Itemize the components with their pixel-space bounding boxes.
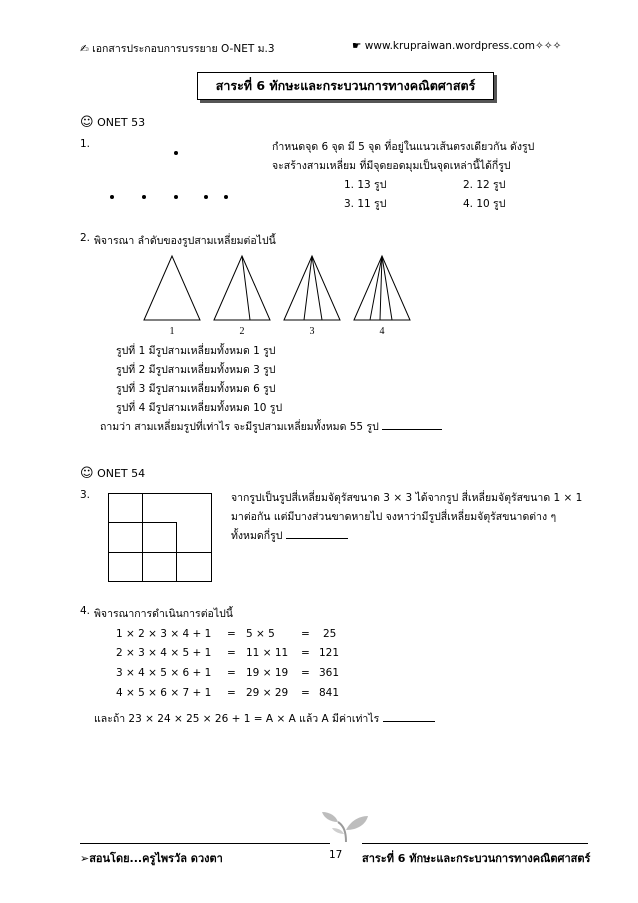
q1-choice-3: 3. 11 รูป — [344, 198, 387, 210]
q4-row-right: 841 — [319, 687, 340, 699]
q4-row-eq: = — [227, 647, 236, 659]
q2-question-text: ถามว่า สามเหลี่ยมรูปที่เท่าไร จะมีรูปสามเหลี่ยมทั้งหมด 55 รูป — [100, 421, 379, 433]
grid-cell-r3c3 — [176, 552, 212, 582]
answer-blank[interactable] — [382, 419, 442, 430]
q4-row-eq: = — [227, 687, 236, 699]
dot-4 — [204, 195, 208, 199]
q4-row-right: 25 — [323, 628, 337, 640]
q2-line-2: รูปที่ 2 มีรูปสามเหลี่ยมทั้งหมด 3 รูป — [116, 364, 276, 376]
q4-number: 4. — [80, 605, 91, 617]
q4-row-left: 2 × 3 × 4 × 5 + 1 — [116, 647, 212, 659]
footer-line-right — [362, 843, 588, 844]
q4-text: พิจารณาการดำเนินการต่อไปนี้ — [94, 608, 233, 620]
q4-final: และถ้า 23 × 24 × 25 × 26 + 1 = A × A แล้ว A มีค่าเท่าไร — [94, 713, 380, 725]
q4-row-eq2: = — [301, 628, 310, 640]
q4-row-eq2: = — [301, 687, 310, 699]
triangle-3 — [284, 256, 340, 320]
q1-text-line2: จะสร้างสามเหลี่ยม ที่มีจุดยอดมุมเป็นจุดเหล่านี้ได้กี่รูป — [272, 160, 511, 172]
header-right-text: www.krupraiwan.wordpress.com — [364, 40, 536, 52]
answer-blank[interactable] — [286, 528, 348, 539]
q1-choice-4: 4. 10 รูป — [463, 198, 506, 210]
q1-text-line1: กำหนดจุด 6 จุด มี 5 จุด ที่อยู่ในแนวเส้นตรงเดียวกัน ดังรูป — [272, 141, 535, 153]
q1-dots-figure — [100, 145, 230, 205]
triangle-label-2: 2 — [239, 326, 245, 336]
q4-final-row — [94, 710, 435, 727]
section1-heading-text: ONET 53 — [97, 116, 146, 129]
q1-choice-2: 2. 12 รูป — [463, 179, 506, 191]
dot-2 — [142, 195, 146, 199]
q4-row-2 — [0, 647, 638, 663]
smiley-icon: ☺ — [80, 115, 94, 130]
footer-left-text: สอนโดย...ครูไพรวัล ดวงตา — [89, 852, 223, 865]
q4-row-left: 3 × 4 × 5 × 6 + 1 — [116, 667, 212, 679]
page-title: สาระที่ 6 ทักษะและกระบวนการทางคณิตศาสตร์ — [197, 72, 494, 100]
q4-row-1 — [0, 628, 638, 644]
q2-number: 2. — [80, 232, 91, 244]
smiley-icon: ☺ — [80, 466, 94, 481]
footer-right-text: สาระที่ 6 ทักษะและกระบวนการทางคณิตศาสตร์ — [362, 852, 591, 865]
q4-row-mid: 5 × 5 — [246, 628, 275, 640]
q4-row-eq2: = — [301, 647, 310, 659]
q4-row-4 — [0, 687, 638, 703]
q4-row-left: 4 × 5 × 6 × 7 + 1 — [116, 687, 212, 699]
pointing-hand-icon: ☛ — [352, 40, 362, 52]
triangle-label-3: 3 — [309, 326, 315, 336]
section2-heading — [80, 466, 145, 481]
writing-hand-icon: ✍ — [80, 43, 89, 55]
header-right — [352, 40, 561, 52]
triangle-4 — [354, 256, 410, 320]
triangle-2 — [214, 256, 270, 320]
q4-row-right: 361 — [319, 667, 340, 679]
grid-cell-r3c2 — [142, 552, 177, 582]
section1-heading — [80, 115, 145, 130]
leaf-sprout-logo — [320, 808, 372, 844]
answer-blank[interactable] — [383, 711, 435, 722]
arrow-right-icon: ➢ — [80, 852, 90, 865]
triangle-label-4: 4 — [379, 326, 385, 336]
q4-row-right: 121 — [319, 647, 340, 659]
q3-line1: จากรูปเป็นรูปสี่เหลี่ยมจัตุรัสขนาด 3 × 3 ได้จากรูป สี่เหลี่ยมจัตุรัสขนาด 1 × 1 — [231, 492, 583, 504]
footer-left — [80, 849, 223, 867]
grid-cell-r2c1 — [108, 522, 143, 553]
sparkle-decor-icon: ✧✧✧ — [535, 40, 562, 52]
q3-line3: ทั้งหมดกี่รูป — [231, 530, 283, 542]
q4-row-mid: 29 × 29 — [246, 687, 289, 699]
q2-text: พิจารณา ลำดับของรูปสามเหลี่ยมต่อไปนี้ — [94, 235, 276, 247]
section2-heading-text: ONET 54 — [97, 467, 146, 480]
q2-line-4: รูปที่ 4 มีรูปสามเหลี่ยมทั้งหมด 10 รูป — [116, 402, 283, 414]
header-left — [80, 40, 275, 57]
q4-row-eq: = — [227, 667, 236, 679]
q2-triangles-figure — [142, 254, 422, 336]
header-left-text: เอกสารประกอบการบรรยาย O-NET ม.3 — [92, 43, 275, 55]
q3-grid-figure — [108, 493, 212, 582]
q3-line3-row — [231, 527, 348, 544]
grid-cell-r3c1 — [108, 552, 143, 582]
q2-line-1: รูปที่ 1 มีรูปสามเหลี่ยมทั้งหมด 1 รูป — [116, 345, 276, 357]
dot-1 — [110, 195, 114, 199]
q4-row-mid: 11 × 11 — [246, 647, 289, 659]
dot-apex — [174, 151, 178, 155]
q1-choice-1: 1. 13 รูป — [344, 179, 387, 191]
q2-question — [100, 418, 442, 435]
triangle-1 — [144, 256, 200, 320]
q4-row-eq: = — [227, 628, 236, 640]
dot-3 — [174, 195, 178, 199]
q3-line2: มาต่อกัน แต่มีบางส่วนขาดหายไป จงหาว่ามีรูปสี่เหลี่ยมจัตุรัสขนาดต่าง ๆ — [231, 511, 557, 523]
page-number: 17 — [329, 849, 343, 861]
grid-block-top-left — [108, 493, 143, 523]
q4-row-mid: 19 × 19 — [246, 667, 289, 679]
q4-row-3 — [0, 667, 638, 683]
q4-row-left: 1 × 2 × 3 × 4 + 1 — [116, 628, 212, 640]
q4-row-eq2: = — [301, 667, 310, 679]
triangle-label-1: 1 — [169, 326, 175, 336]
footer-line-left — [80, 843, 330, 844]
dot-5 — [224, 195, 228, 199]
q3-number: 3. — [80, 489, 91, 501]
grid-cell-r2c2 — [142, 522, 177, 553]
q1-number: 1. — [80, 138, 91, 150]
q2-line-3: รูปที่ 3 มีรูปสามเหลี่ยมทั้งหมด 6 รูป — [116, 383, 276, 395]
